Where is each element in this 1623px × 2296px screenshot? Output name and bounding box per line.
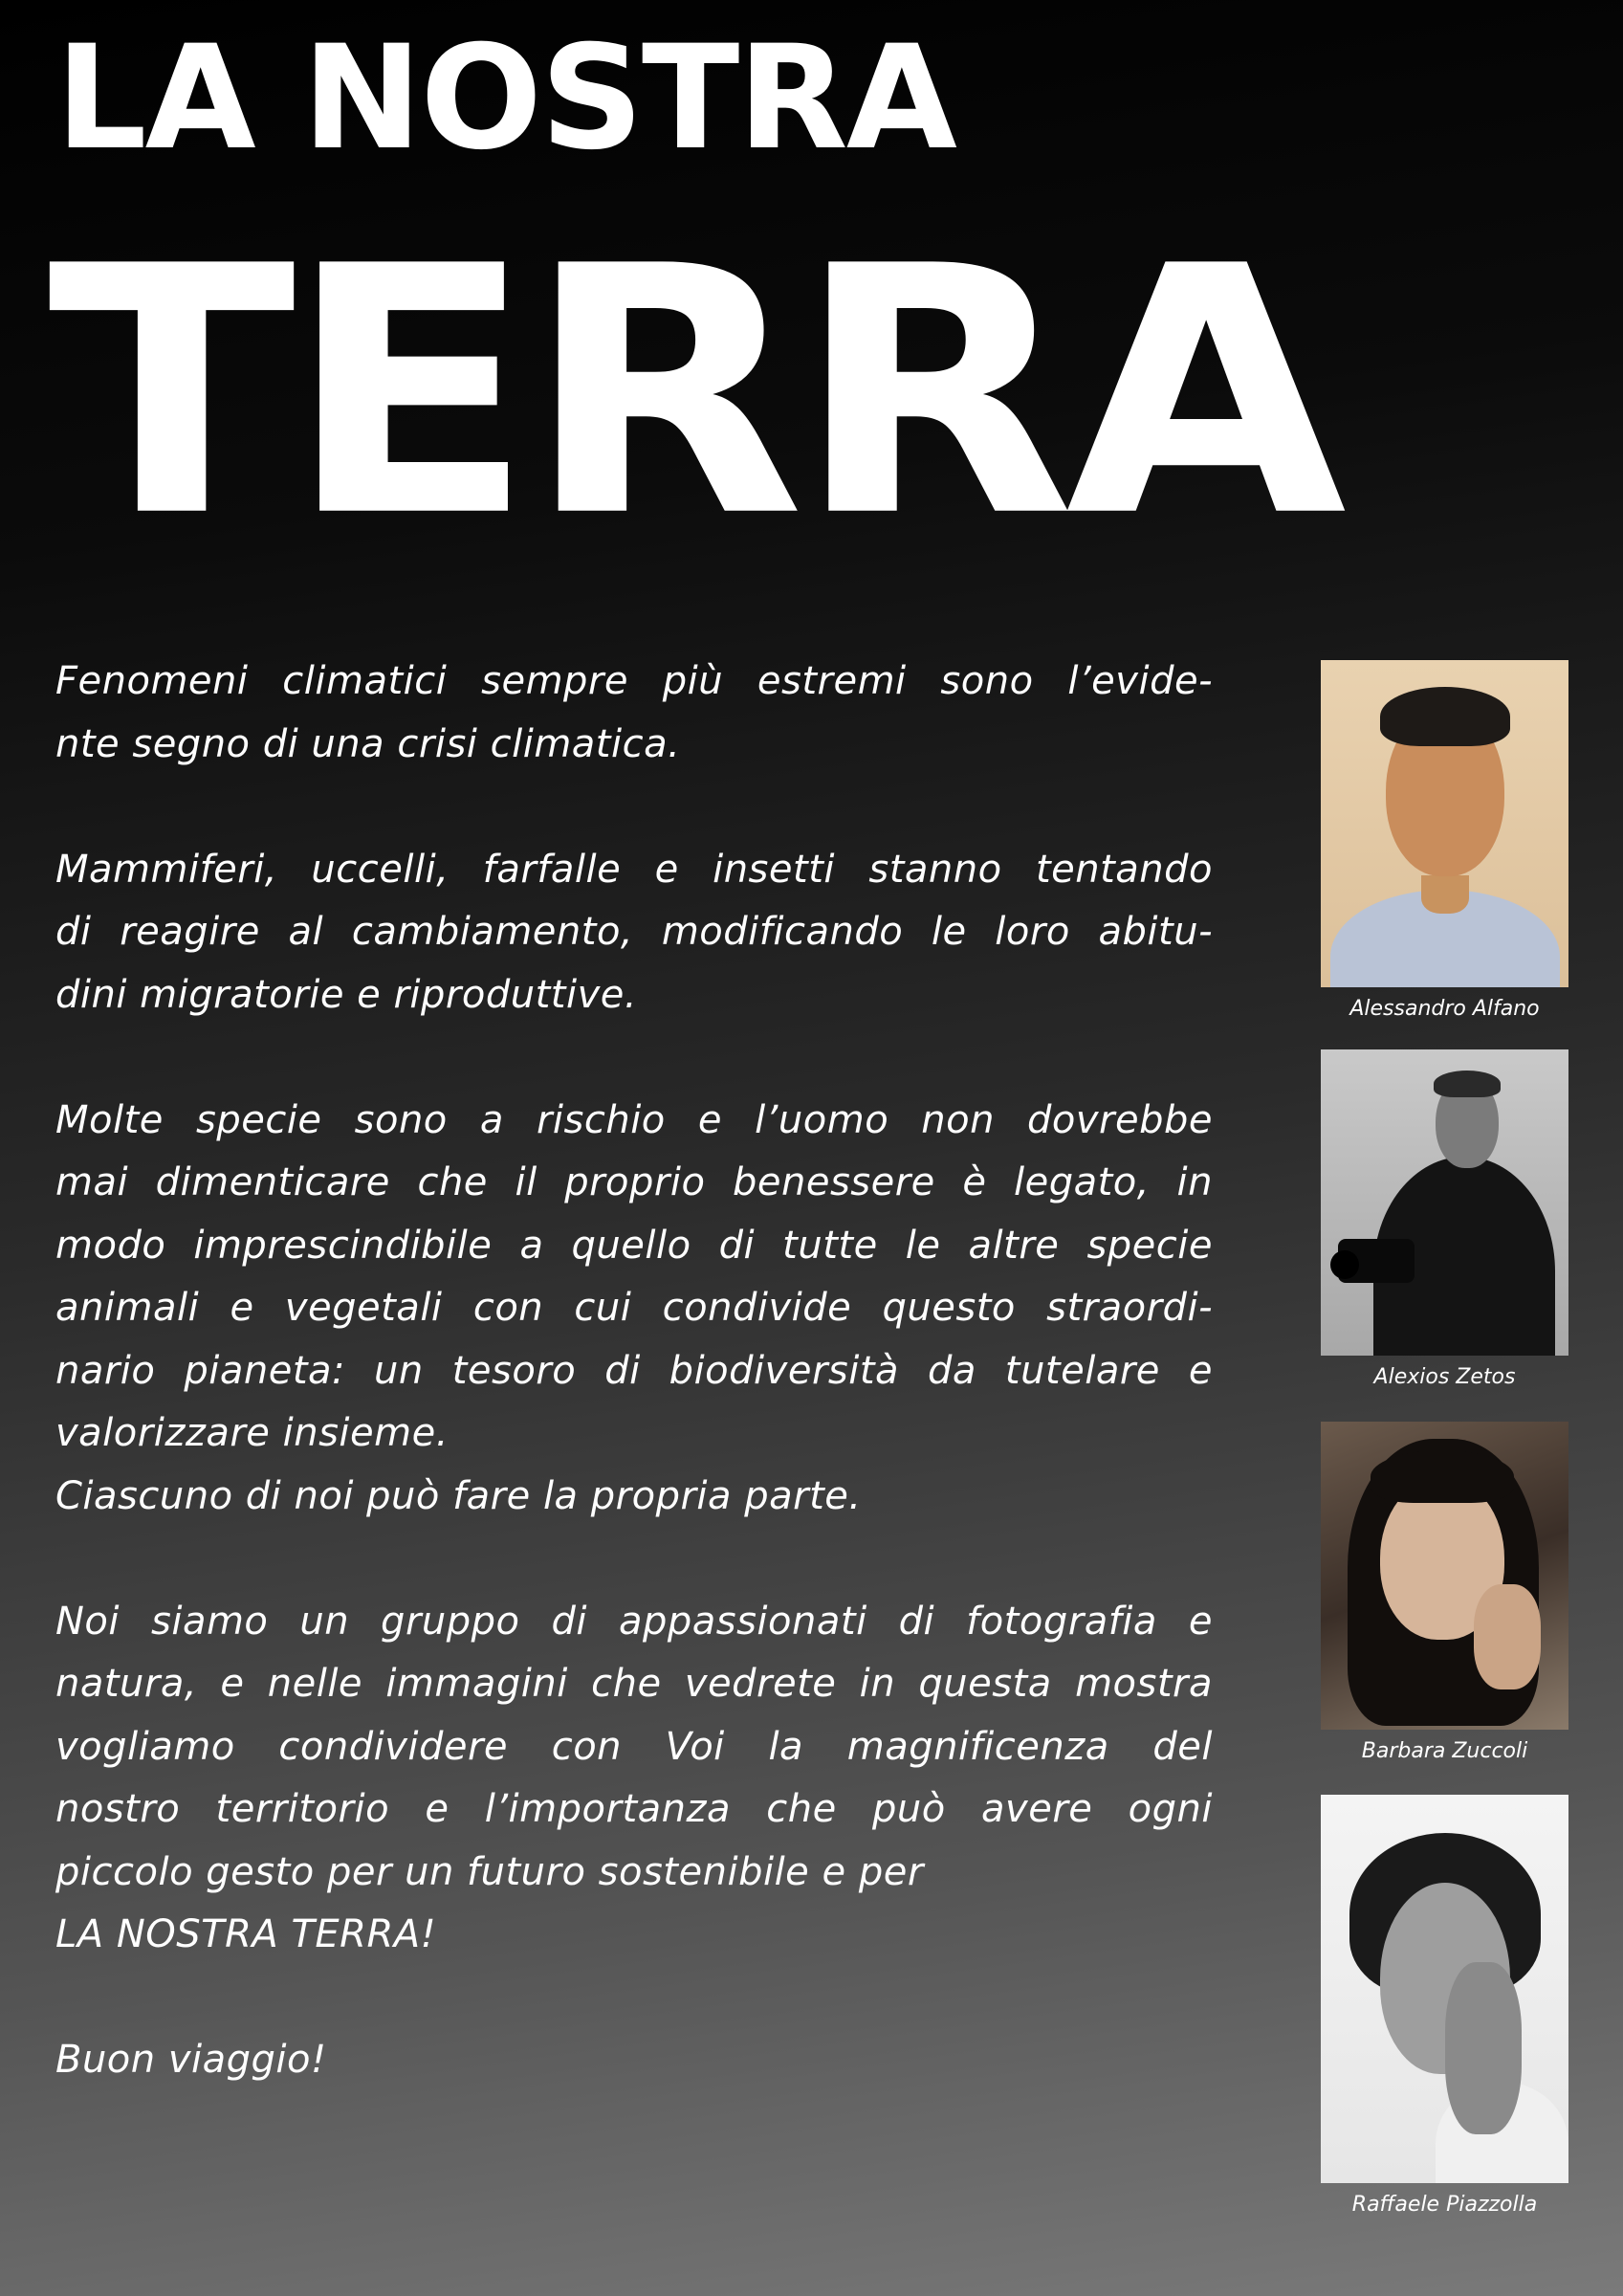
portrait-card xyxy=(1321,1049,1568,1389)
text-line: nario pianeta: un tesoro di biodiversità da tutelare e xyxy=(55,1348,1213,1393)
author-name: Barbara Zuccoli xyxy=(1361,1739,1528,1763)
text-line: Buon viaggio! xyxy=(55,2038,327,2082)
text-line: dini migratorie e riproduttive. xyxy=(55,972,638,1017)
author-photo xyxy=(1321,1795,1568,2183)
author-photo xyxy=(1321,1049,1568,1356)
text-line: Ciascuno di noi può fare la propria parte. xyxy=(55,1473,862,1518)
text-line: valorizzare insieme. xyxy=(55,1411,449,1455)
paragraph-1 xyxy=(55,651,1213,776)
text-line: mai dimenticare che il proprio benessere è legato, in xyxy=(55,1160,1213,1204)
portrait-card xyxy=(1321,660,1568,1021)
text-line: Noi siamo un gruppo di appassionati di fotografia e xyxy=(55,1599,1213,1644)
text-line: nte segno di una crisi climatica. xyxy=(55,721,681,766)
text-line: modo imprescindibile a quello di tutte le altre specie xyxy=(55,1223,1213,1268)
text-line: nostro territorio e l’importanza che può avere ogni xyxy=(55,1787,1213,1831)
text-line: LA NOSTRA TERRA! xyxy=(55,1912,437,1956)
author-photo xyxy=(1321,1422,1568,1730)
portrait-card xyxy=(1321,1422,1568,1763)
text-line: Mammiferi, uccelli, farfalle e insetti stanno tentando xyxy=(55,847,1213,892)
title-line-2: TERRA xyxy=(48,192,1338,592)
text-line: animali e vegetali con cui condivide questo straordi- xyxy=(55,1286,1213,1330)
text-line: piccolo gesto per un futuro sostenibile e per xyxy=(55,1849,924,1894)
paragraph-2 xyxy=(55,839,1213,1027)
paragraph-3 xyxy=(55,1090,1213,1529)
text-line: natura, e nelle immagini che vedrete in questa mostra xyxy=(55,1662,1213,1706)
author-name: Alessandro Alfano xyxy=(1349,997,1540,1021)
text-line: Fenomeni climatici sempre più estremi sono l’evide- xyxy=(55,659,1213,703)
text-line: vogliamo condividere con Voi la magnificenza del xyxy=(55,1724,1213,1769)
author-name: Raffaele Piazzolla xyxy=(1351,2193,1538,2217)
text-line: Molte specie sono a rischio e l’uomo non dovrebbe xyxy=(55,1097,1213,1142)
author-name: Alexios Zetos xyxy=(1373,1365,1516,1389)
body-text xyxy=(55,651,1213,2154)
paragraph-5 xyxy=(55,2029,1213,2092)
title-line-1: LA NOSTRA xyxy=(55,15,955,182)
author-photo xyxy=(1321,660,1568,987)
portrait-card xyxy=(1321,1795,1568,2217)
paragraph-4 xyxy=(55,1591,1213,1967)
text-line: di reagire al cambiamento, modificando le loro abitu- xyxy=(55,910,1213,954)
